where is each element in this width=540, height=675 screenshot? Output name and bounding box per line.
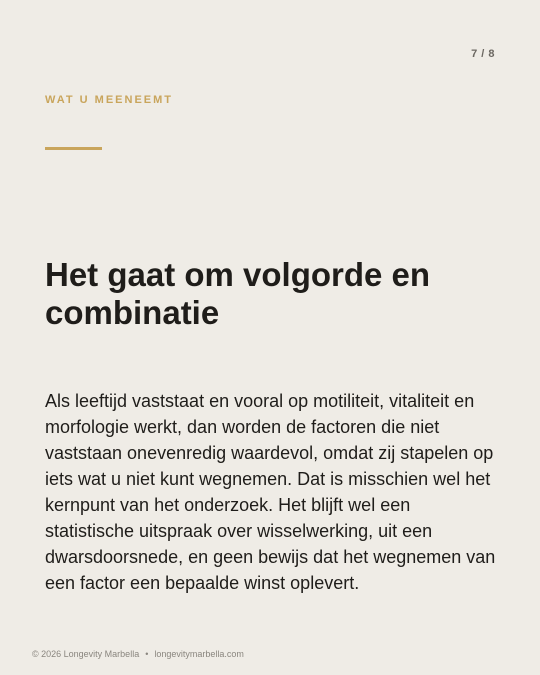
slide-headline: Het gaat om volgorde en combinatie [45, 256, 431, 331]
footer-copyright: © 2026 Longevity Marbella [32, 649, 140, 659]
footer [32, 649, 244, 659]
footer-separator: • [145, 649, 149, 659]
section-eyebrow: WAT U MEENEEMT [45, 94, 174, 106]
body-paragraph: Als leeftijd vaststaat en vooral op motiliteit, vitaliteit en morfologie werkt, dan worden de factoren die niet vaststaan onevenredig waardevol, omdat zij stapelen op iets wat u niet kunt wegnemen. Dat is misschien wel het kernpunt van het onderzoek. Het blijft wel een statistische uitspraak over wisselwerking, uit een dwarsdoorsnede, en geen bewijs dat het wegnemen van een factor een bepaalde winst oplevert. [45, 391, 496, 593]
accent-divider [45, 147, 102, 150]
footer-website-link[interactable]: longevitymarbella.com [154, 649, 244, 659]
page-counter: 7 / 8 [471, 48, 495, 60]
